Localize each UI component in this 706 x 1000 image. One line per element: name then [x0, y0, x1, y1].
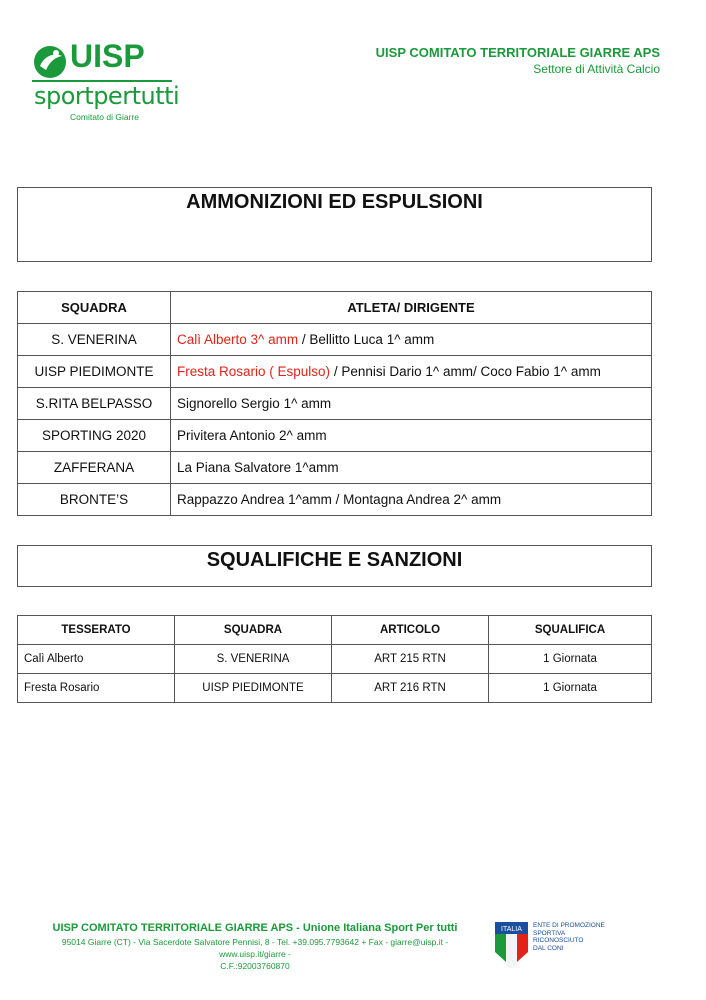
org-title: UISP COMITATO TERRITORIALE GIARRE APS	[375, 45, 660, 60]
uisp-logo	[32, 40, 182, 130]
athlete-cell	[171, 420, 652, 452]
athlete-cell	[171, 388, 652, 420]
squalifica-cell: 1 Giornata	[489, 674, 652, 703]
athlete-text: Privitera Antonio 2^ amm	[177, 428, 327, 443]
org-subtitle: Settore di Attività Calcio	[533, 62, 660, 76]
coni-text-line: RICONOSCIUTO	[533, 937, 584, 944]
athlete-cell	[171, 452, 652, 484]
table-row	[18, 388, 652, 420]
athlete-cell	[171, 356, 652, 388]
logo-comitato-text: Comitato di Giarre	[70, 112, 139, 122]
table-row	[18, 484, 652, 516]
table-row	[18, 356, 652, 388]
team-cell: BRONTE’S	[18, 484, 171, 516]
table-row	[18, 420, 652, 452]
col-header-tesserato: TESSERATO	[18, 616, 175, 645]
team-cell: S. VENERINA	[18, 324, 171, 356]
table-header-row	[18, 616, 652, 645]
table-row	[18, 324, 652, 356]
athlete-cell	[171, 484, 652, 516]
coni-text-line: SPORTIVA	[533, 929, 566, 937]
coni-text-line: DAL CONI	[533, 944, 564, 952]
athlete-text: La Piana Salvatore 1^amm	[177, 460, 339, 475]
team-cell: UISP PIEDIMONTE	[18, 356, 171, 388]
ammonizioni-table	[17, 291, 652, 516]
col-header-atleta: ATLETA/ DIRIGENTE	[171, 292, 652, 324]
coni-text-line: ENTE DI PROMOZIONE	[533, 922, 605, 929]
team-cell: S.RITA BELPASSO	[18, 388, 171, 420]
athlete-text: / Pennisi Dario 1^ amm/ Coco Fabio 1^ amm	[330, 364, 601, 379]
footer-cf-line: C.F.:92003760870	[220, 961, 290, 971]
athlete-text: Rappazzo Andrea 1^amm / Montagna Andrea 2^ amm	[177, 492, 502, 507]
athlete-text: / Bellitto Luca 1^ amm	[298, 332, 435, 347]
coni-italia-label: ITALIA	[501, 926, 522, 933]
footer-address	[30, 936, 480, 972]
table-row	[18, 674, 652, 703]
footer-org-line: UISP COMITATO TERRITORIALE GIARRE APS - Unione Italiana Sport Per tutti	[52, 922, 458, 934]
articolo-cell: ART 215 RTN	[332, 645, 489, 674]
section-squalifiche-title: SQUALIFICHE E SANZIONI	[206, 549, 463, 571]
articolo-cell: ART 216 RTN	[332, 674, 489, 703]
team-cell: SPORTING 2020	[18, 420, 171, 452]
logo-uisp-text: UISP	[70, 38, 145, 74]
footer-address-line: 95014 Giarre (CT) - Via Sacerdote Salvatore Pennisi, 8 - Tel. +39.095.7793642 + Fax - giarre@uisp.it - www.uisp.it/giarre -	[61, 937, 449, 959]
table-header-row	[18, 292, 652, 324]
table-row	[18, 452, 652, 484]
athlete-text: Signorello Sergio 1^ amm	[177, 396, 332, 411]
tesserato-cell: Fresta Rosario	[18, 674, 175, 703]
table-row	[18, 645, 652, 674]
athlete-cell	[171, 324, 652, 356]
col-header-squalifica: SQUALIFICA	[489, 616, 652, 645]
section-ammonizioni-box	[17, 187, 652, 262]
highlighted-athlete: Calì Alberto 3^ amm	[177, 332, 299, 347]
logo-sportpertutti-text: sportpertutti	[34, 82, 180, 110]
team-cell: ZAFFERANA	[18, 452, 171, 484]
squalifica-cell: 1 Giornata	[489, 645, 652, 674]
section-ammonizioni-title: AMMONIZIONI ED ESPULSIONI	[186, 191, 483, 213]
section-squalifiche-box	[17, 545, 652, 587]
squalifiche-table	[17, 615, 652, 703]
squadra-cell: S. VENERINA	[175, 645, 332, 674]
coni-recognition-text	[533, 922, 605, 952]
col-header-articolo: ARTICOLO	[332, 616, 489, 645]
runner-logo-icon	[32, 44, 68, 80]
highlighted-athlete: Fresta Rosario ( Espulso)	[177, 364, 331, 379]
col-header-squadra: SQUADRA	[175, 616, 332, 645]
squadra-cell: UISP PIEDIMONTE	[175, 674, 332, 703]
coni-italia-shield-icon	[495, 922, 528, 968]
tesserato-cell: Calì Alberto	[18, 645, 175, 674]
col-header-squadra: SQUADRA	[18, 292, 171, 324]
